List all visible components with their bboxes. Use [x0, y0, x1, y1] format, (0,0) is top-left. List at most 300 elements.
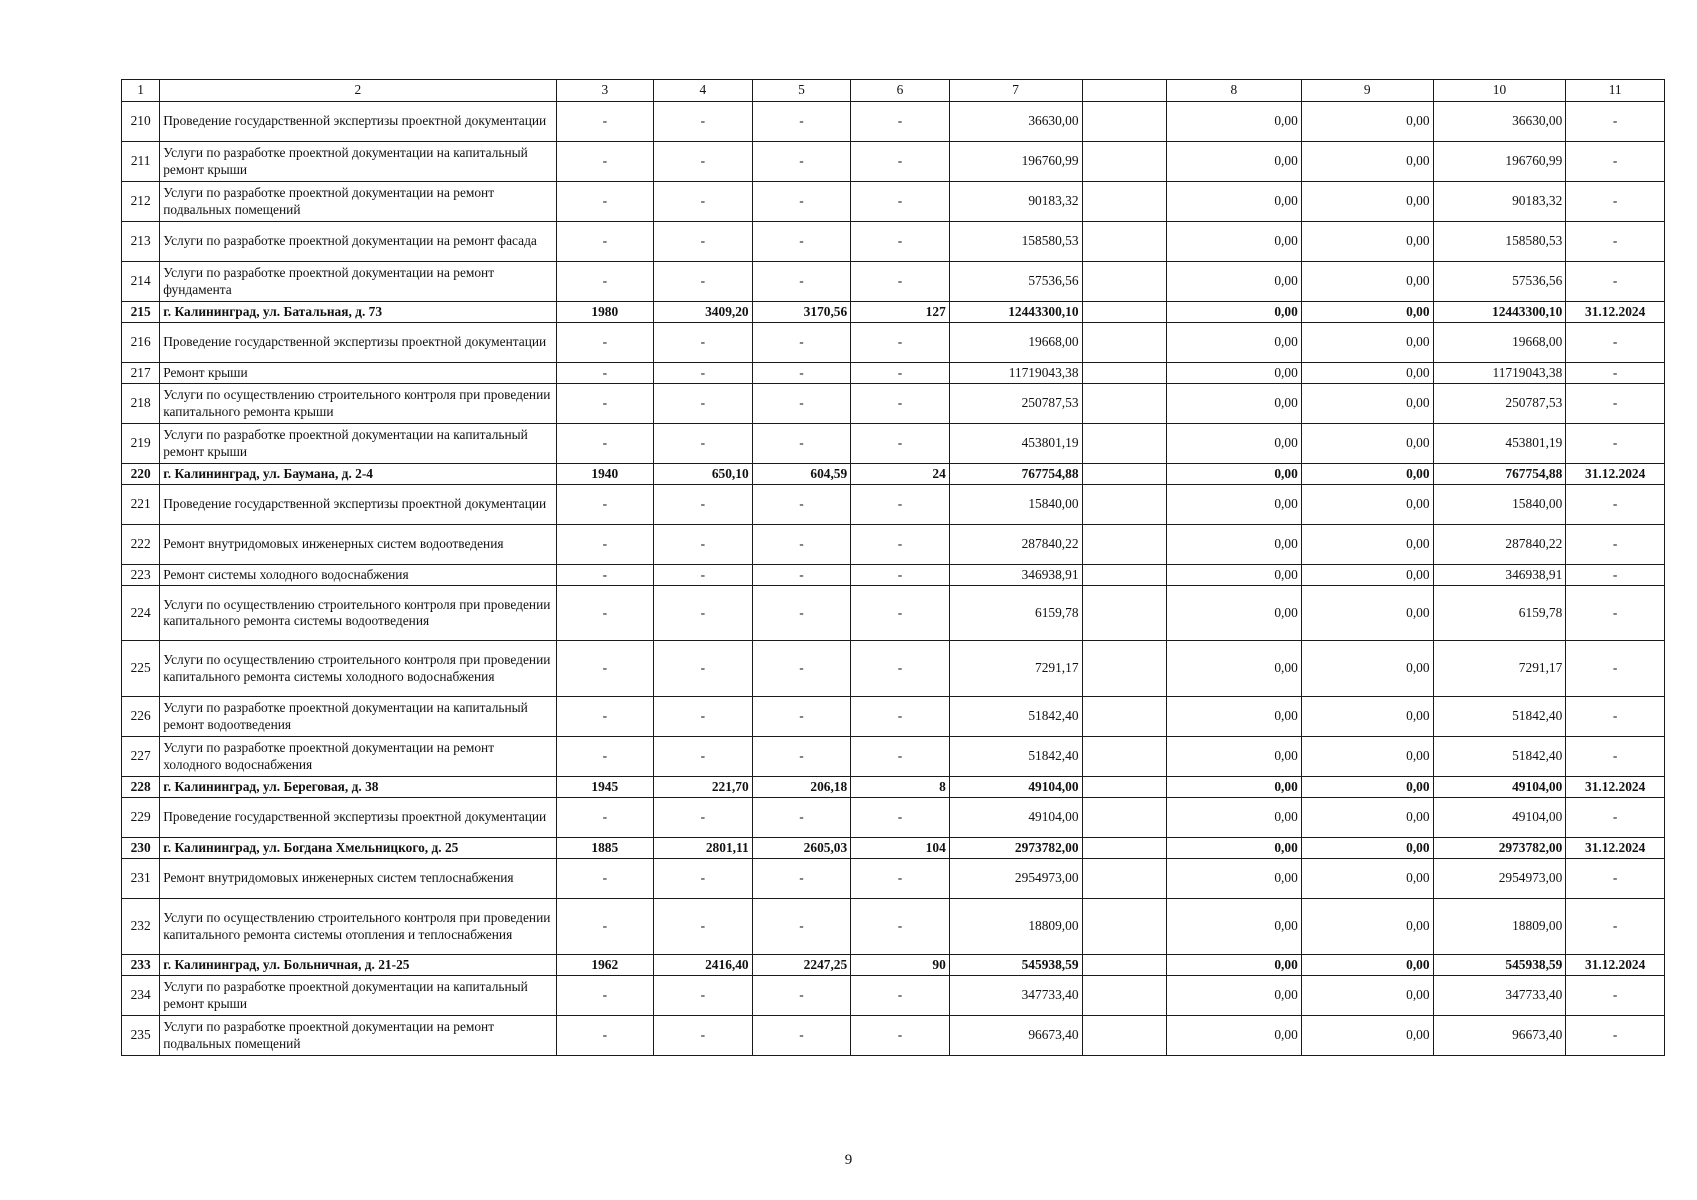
col-7-total: 19668,00 — [949, 323, 1082, 363]
col-5-value: - — [752, 222, 851, 262]
col-5-value: - — [752, 102, 851, 142]
row-name: Услуги по разработке проектной документации на ремонт холодного водоснабжения — [160, 737, 556, 777]
col-4-value: 650,10 — [654, 464, 753, 485]
col-8-value: 0,00 — [1167, 697, 1302, 737]
col-9-value: 0,00 — [1301, 102, 1433, 142]
work-row — [122, 323, 1665, 363]
col-4-value: - — [654, 641, 753, 697]
col-8-value: 0,00 — [1167, 838, 1302, 859]
col-4-value: - — [654, 586, 753, 641]
col-8-value: 0,00 — [1167, 182, 1302, 222]
col-5-value: - — [752, 1016, 851, 1056]
col-11-date: - — [1566, 424, 1665, 464]
col-3-year: - — [556, 737, 654, 777]
col-9-value: 0,00 — [1301, 586, 1433, 641]
col-10-value: 49104,00 — [1433, 777, 1566, 798]
col-blank — [1082, 737, 1166, 777]
col-8-value: 0,00 — [1167, 142, 1302, 182]
col-4-value: - — [654, 859, 753, 899]
work-row — [122, 102, 1665, 142]
col-3-year: - — [556, 384, 654, 424]
col-9-value: 0,00 — [1301, 182, 1433, 222]
col-8-value: 0,00 — [1167, 525, 1302, 565]
col-6-value: - — [851, 424, 950, 464]
row-name: Проведение государственной экспертизы проектной документации — [160, 102, 556, 142]
row-number: 226 — [122, 697, 160, 737]
row-number: 214 — [122, 262, 160, 302]
col-3-year: - — [556, 323, 654, 363]
work-row — [122, 222, 1665, 262]
col-blank — [1082, 586, 1166, 641]
work-row — [122, 384, 1665, 424]
col-5-value: - — [752, 262, 851, 302]
col-11-date: 31.12.2024 — [1566, 838, 1665, 859]
row-number: 217 — [122, 363, 160, 384]
col-9-value: 0,00 — [1301, 737, 1433, 777]
col-7-total: 12443300,10 — [949, 302, 1082, 323]
col-11-date: 31.12.2024 — [1566, 955, 1665, 976]
row-number: 220 — [122, 464, 160, 485]
col-5-value: 604,59 — [752, 464, 851, 485]
col-blank — [1082, 424, 1166, 464]
col-10-value: 347733,40 — [1433, 976, 1566, 1016]
col-9-value: 0,00 — [1301, 859, 1433, 899]
col-blank — [1082, 102, 1166, 142]
col-6-value: 24 — [851, 464, 950, 485]
col-blank — [1082, 384, 1166, 424]
col-11-date: - — [1566, 142, 1665, 182]
col-6-value: - — [851, 485, 950, 525]
col-5-value: - — [752, 737, 851, 777]
work-row — [122, 798, 1665, 838]
col-3-year: - — [556, 182, 654, 222]
work-row — [122, 859, 1665, 899]
col-11-date: - — [1566, 1016, 1665, 1056]
col-10-value: 49104,00 — [1433, 798, 1566, 838]
col-10-value: 7291,17 — [1433, 641, 1566, 697]
row-name: г. Калининград, ул. Батальная, д. 73 — [160, 302, 556, 323]
col-8-value: 0,00 — [1167, 363, 1302, 384]
col-6-value: - — [851, 976, 950, 1016]
work-row — [122, 976, 1665, 1016]
column-header: 4 — [654, 80, 753, 102]
col-blank — [1082, 485, 1166, 525]
col-5-value: - — [752, 424, 851, 464]
col-6-value: - — [851, 142, 950, 182]
col-3-year: - — [556, 424, 654, 464]
col-3-year: - — [556, 222, 654, 262]
col-6-value: - — [851, 102, 950, 142]
row-name: Услуги по разработке проектной документации на ремонт фасада — [160, 222, 556, 262]
row-number: 215 — [122, 302, 160, 323]
col-10-value: 545938,59 — [1433, 955, 1566, 976]
col-4-value: 2416,40 — [654, 955, 753, 976]
col-4-value: - — [654, 565, 753, 586]
col-3-year: 1885 — [556, 838, 654, 859]
row-name: г. Калининград, ул. Береговая, д. 38 — [160, 777, 556, 798]
col-6-value: - — [851, 565, 950, 586]
col-11-date: - — [1566, 485, 1665, 525]
col-11-date: - — [1566, 525, 1665, 565]
col-10-value: 453801,19 — [1433, 424, 1566, 464]
row-number: 232 — [122, 899, 160, 955]
col-7-total: 96673,40 — [949, 1016, 1082, 1056]
col-9-value: 0,00 — [1301, 424, 1433, 464]
col-10-value: 18809,00 — [1433, 899, 1566, 955]
col-11-date: - — [1566, 565, 1665, 586]
col-7-total: 90183,32 — [949, 182, 1082, 222]
row-name: Услуги по разработке проектной документации на ремонт подвальных помещений — [160, 1016, 556, 1056]
col-11-date: - — [1566, 976, 1665, 1016]
col-5-value: - — [752, 525, 851, 565]
address-row — [122, 302, 1665, 323]
row-name: Услуги по разработке проектной документации на капитальный ремонт крыши — [160, 142, 556, 182]
row-number: 210 — [122, 102, 160, 142]
col-blank — [1082, 641, 1166, 697]
col-9-value: 0,00 — [1301, 302, 1433, 323]
col-4-value: - — [654, 142, 753, 182]
col-blank — [1082, 262, 1166, 302]
row-name: Услуги по осуществлению строительного контроля при проведении капитального ремонта системы отопления и теплоснабжения — [160, 899, 556, 955]
row-name: Ремонт крыши — [160, 363, 556, 384]
col-9-value: 0,00 — [1301, 976, 1433, 1016]
col-8-value: 0,00 — [1167, 384, 1302, 424]
col-5-value: - — [752, 697, 851, 737]
address-row — [122, 838, 1665, 859]
col-9-value: 0,00 — [1301, 384, 1433, 424]
col-7-total: 51842,40 — [949, 697, 1082, 737]
col-9-value: 0,00 — [1301, 899, 1433, 955]
work-row — [122, 142, 1665, 182]
col-3-year: 1980 — [556, 302, 654, 323]
col-3-year: - — [556, 565, 654, 586]
col-7-total: 158580,53 — [949, 222, 1082, 262]
row-name: Ремонт внутридомовых инженерных систем теплоснабжения — [160, 859, 556, 899]
col-10-value: 287840,22 — [1433, 525, 1566, 565]
col-5-value: - — [752, 859, 851, 899]
row-number: 235 — [122, 1016, 160, 1056]
row-name: г. Калининград, ул. Баумана, д. 2-4 — [160, 464, 556, 485]
column-header: 9 — [1301, 80, 1433, 102]
column-header: 5 — [752, 80, 851, 102]
col-8-value: 0,00 — [1167, 262, 1302, 302]
column-number-row — [122, 80, 1665, 102]
row-number: 230 — [122, 838, 160, 859]
col-5-value: - — [752, 798, 851, 838]
col-5-value: - — [752, 976, 851, 1016]
col-7-total: 287840,22 — [949, 525, 1082, 565]
col-5-value: - — [752, 182, 851, 222]
row-number: 218 — [122, 384, 160, 424]
col-4-value: - — [654, 222, 753, 262]
row-name: Услуги по разработке проектной документации на ремонт фундамента — [160, 262, 556, 302]
col-7-total: 11719043,38 — [949, 363, 1082, 384]
col-5-value: - — [752, 142, 851, 182]
col-6-value: - — [851, 525, 950, 565]
col-11-date: - — [1566, 102, 1665, 142]
col-7-total: 15840,00 — [949, 485, 1082, 525]
col-10-value: 2973782,00 — [1433, 838, 1566, 859]
col-4-value: - — [654, 899, 753, 955]
col-10-value: 158580,53 — [1433, 222, 1566, 262]
col-6-value: 104 — [851, 838, 950, 859]
row-name: Услуги по осуществлению строительного контроля при проведении капитального ремонта крыши — [160, 384, 556, 424]
work-row — [122, 525, 1665, 565]
column-header: 10 — [1433, 80, 1566, 102]
col-4-value: - — [654, 737, 753, 777]
col-4-value: - — [654, 323, 753, 363]
row-name: Услуги по осуществлению строительного контроля при проведении капитального ремонта системы холодного водоснабжения — [160, 641, 556, 697]
col-11-date: - — [1566, 737, 1665, 777]
row-number: 229 — [122, 798, 160, 838]
col-9-value: 0,00 — [1301, 525, 1433, 565]
col-10-value: 196760,99 — [1433, 142, 1566, 182]
col-5-value: - — [752, 899, 851, 955]
row-number: 228 — [122, 777, 160, 798]
row-name: г. Калининград, ул. Больничная, д. 21-25 — [160, 955, 556, 976]
col-8-value: 0,00 — [1167, 323, 1302, 363]
col-8-value: 0,00 — [1167, 737, 1302, 777]
work-row — [122, 899, 1665, 955]
col-11-date: - — [1566, 697, 1665, 737]
work-row — [122, 182, 1665, 222]
row-number: 227 — [122, 737, 160, 777]
row-number: 224 — [122, 586, 160, 641]
col-3-year: - — [556, 142, 654, 182]
col-4-value: - — [654, 525, 753, 565]
col-11-date: - — [1566, 859, 1665, 899]
column-header: 2 — [160, 80, 556, 102]
col-blank — [1082, 363, 1166, 384]
col-8-value: 0,00 — [1167, 302, 1302, 323]
col-blank — [1082, 955, 1166, 976]
address-row — [122, 955, 1665, 976]
col-5-value: - — [752, 641, 851, 697]
col-3-year: - — [556, 485, 654, 525]
col-blank — [1082, 899, 1166, 955]
col-9-value: 0,00 — [1301, 798, 1433, 838]
work-row — [122, 641, 1665, 697]
col-7-total: 545938,59 — [949, 955, 1082, 976]
col-10-value: 51842,40 — [1433, 737, 1566, 777]
col-6-value: - — [851, 363, 950, 384]
work-row — [122, 363, 1665, 384]
row-name: Ремонт системы холодного водоснабжения — [160, 565, 556, 586]
col-8-value: 0,00 — [1167, 1016, 1302, 1056]
col-11-date: - — [1566, 262, 1665, 302]
col-5-value: 3170,56 — [752, 302, 851, 323]
registry-table — [121, 79, 1665, 1056]
col-9-value: 0,00 — [1301, 323, 1433, 363]
col-5-value: 2247,25 — [752, 955, 851, 976]
col-7-total: 2973782,00 — [949, 838, 1082, 859]
col-10-value: 19668,00 — [1433, 323, 1566, 363]
col-6-value: - — [851, 798, 950, 838]
col-9-value: 0,00 — [1301, 641, 1433, 697]
document-sheet — [121, 79, 1665, 1056]
col-6-value: - — [851, 182, 950, 222]
col-3-year: - — [556, 859, 654, 899]
col-9-value: 0,00 — [1301, 464, 1433, 485]
col-7-total: 57536,56 — [949, 262, 1082, 302]
col-3-year: - — [556, 641, 654, 697]
column-header: 3 — [556, 80, 654, 102]
col-4-value: - — [654, 384, 753, 424]
col-4-value: 3409,20 — [654, 302, 753, 323]
col-10-value: 250787,53 — [1433, 384, 1566, 424]
row-name: Услуги по разработке проектной документации на капитальный ремонт водоотведения — [160, 697, 556, 737]
col-11-date: - — [1566, 182, 1665, 222]
row-number: 216 — [122, 323, 160, 363]
col-3-year: - — [556, 102, 654, 142]
row-name: Ремонт внутридомовых инженерных систем водоотведения — [160, 525, 556, 565]
row-number: 212 — [122, 182, 160, 222]
row-name: Услуги по разработке проектной документации на капитальный ремонт крыши — [160, 424, 556, 464]
col-11-date: - — [1566, 641, 1665, 697]
work-row — [122, 485, 1665, 525]
col-3-year: - — [556, 697, 654, 737]
col-8-value: 0,00 — [1167, 777, 1302, 798]
col-3-year: - — [556, 586, 654, 641]
column-header: 1 — [122, 80, 160, 102]
page-number: 9 — [844, 1152, 853, 1168]
row-number: 234 — [122, 976, 160, 1016]
col-9-value: 0,00 — [1301, 485, 1433, 525]
col-4-value: - — [654, 1016, 753, 1056]
col-11-date: 31.12.2024 — [1566, 464, 1665, 485]
col-5-value: - — [752, 384, 851, 424]
col-10-value: 12443300,10 — [1433, 302, 1566, 323]
col-3-year: - — [556, 798, 654, 838]
col-6-value: - — [851, 899, 950, 955]
col-5-value: 206,18 — [752, 777, 851, 798]
col-7-total: 6159,78 — [949, 586, 1082, 641]
col-6-value: 90 — [851, 955, 950, 976]
col-11-date: 31.12.2024 — [1566, 777, 1665, 798]
col-5-value: - — [752, 565, 851, 586]
col-6-value: - — [851, 384, 950, 424]
row-number: 233 — [122, 955, 160, 976]
col-10-value: 346938,91 — [1433, 565, 1566, 586]
row-name: г. Калининград, ул. Богдана Хмельницкого, д. 25 — [160, 838, 556, 859]
row-name: Проведение государственной экспертизы проектной документации — [160, 485, 556, 525]
col-9-value: 0,00 — [1301, 142, 1433, 182]
col-5-value: - — [752, 586, 851, 641]
col-11-date: - — [1566, 323, 1665, 363]
col-3-year: - — [556, 525, 654, 565]
col-11-date: - — [1566, 384, 1665, 424]
col-7-total: 51842,40 — [949, 737, 1082, 777]
col-blank — [1082, 302, 1166, 323]
column-header: 6 — [851, 80, 950, 102]
col-blank — [1082, 222, 1166, 262]
col-9-value: 0,00 — [1301, 1016, 1433, 1056]
col-8-value: 0,00 — [1167, 424, 1302, 464]
col-6-value: 8 — [851, 777, 950, 798]
col-7-total: 347733,40 — [949, 976, 1082, 1016]
col-10-value: 90183,32 — [1433, 182, 1566, 222]
row-number: 231 — [122, 859, 160, 899]
col-6-value: - — [851, 323, 950, 363]
col-5-value: 2605,03 — [752, 838, 851, 859]
work-row — [122, 697, 1665, 737]
col-3-year: 1945 — [556, 777, 654, 798]
row-name: Услуги по осуществлению строительного контроля при проведении капитального ремонта системы водоотведения — [160, 586, 556, 641]
col-6-value: - — [851, 262, 950, 302]
col-6-value: 127 — [851, 302, 950, 323]
col-10-value: 767754,88 — [1433, 464, 1566, 485]
col-blank — [1082, 142, 1166, 182]
col-10-value: 51842,40 — [1433, 697, 1566, 737]
col-11-date: 31.12.2024 — [1566, 302, 1665, 323]
col-6-value: - — [851, 859, 950, 899]
col-7-total: 49104,00 — [949, 798, 1082, 838]
col-8-value: 0,00 — [1167, 586, 1302, 641]
col-5-value: - — [752, 485, 851, 525]
col-blank — [1082, 859, 1166, 899]
col-8-value: 0,00 — [1167, 955, 1302, 976]
col-8-value: 0,00 — [1167, 976, 1302, 1016]
col-11-date: - — [1566, 363, 1665, 384]
col-7-total: 346938,91 — [949, 565, 1082, 586]
col-9-value: 0,00 — [1301, 777, 1433, 798]
col-9-value: 0,00 — [1301, 363, 1433, 384]
work-row — [122, 1016, 1665, 1056]
col-7-total: 196760,99 — [949, 142, 1082, 182]
col-8-value: 0,00 — [1167, 485, 1302, 525]
col-10-value: 2954973,00 — [1433, 859, 1566, 899]
address-row — [122, 777, 1665, 798]
row-name: Услуги по разработке проектной документации на капитальный ремонт крыши — [160, 976, 556, 1016]
work-row — [122, 262, 1665, 302]
column-header: 8 — [1167, 80, 1302, 102]
row-name: Проведение государственной экспертизы проектной документации — [160, 323, 556, 363]
col-3-year: - — [556, 899, 654, 955]
row-name: Услуги по разработке проектной документации на ремонт подвальных помещений — [160, 182, 556, 222]
col-3-year: - — [556, 1016, 654, 1056]
table-body — [122, 80, 1665, 1056]
col-8-value: 0,00 — [1167, 565, 1302, 586]
row-name: Проведение государственной экспертизы проектной документации — [160, 798, 556, 838]
col-6-value: - — [851, 737, 950, 777]
col-8-value: 0,00 — [1167, 798, 1302, 838]
col-7-total: 7291,17 — [949, 641, 1082, 697]
col-4-value: - — [654, 697, 753, 737]
col-7-total: 36630,00 — [949, 102, 1082, 142]
col-blank — [1082, 777, 1166, 798]
col-9-value: 0,00 — [1301, 955, 1433, 976]
col-9-value: 0,00 — [1301, 262, 1433, 302]
col-blank — [1082, 697, 1166, 737]
row-number: 222 — [122, 525, 160, 565]
col-5-value: - — [752, 323, 851, 363]
row-number: 225 — [122, 641, 160, 697]
col-7-total: 49104,00 — [949, 777, 1082, 798]
col-blank — [1082, 464, 1166, 485]
col-blank — [1082, 323, 1166, 363]
col-8-value: 0,00 — [1167, 899, 1302, 955]
col-4-value: 2801,11 — [654, 838, 753, 859]
col-4-value: - — [654, 182, 753, 222]
col-10-value: 57536,56 — [1433, 262, 1566, 302]
col-7-total: 18809,00 — [949, 899, 1082, 955]
col-blank — [1082, 838, 1166, 859]
col-4-value: - — [654, 976, 753, 1016]
col-6-value: - — [851, 697, 950, 737]
col-11-date: - — [1566, 798, 1665, 838]
col-8-value: 0,00 — [1167, 222, 1302, 262]
col-8-value: 0,00 — [1167, 464, 1302, 485]
